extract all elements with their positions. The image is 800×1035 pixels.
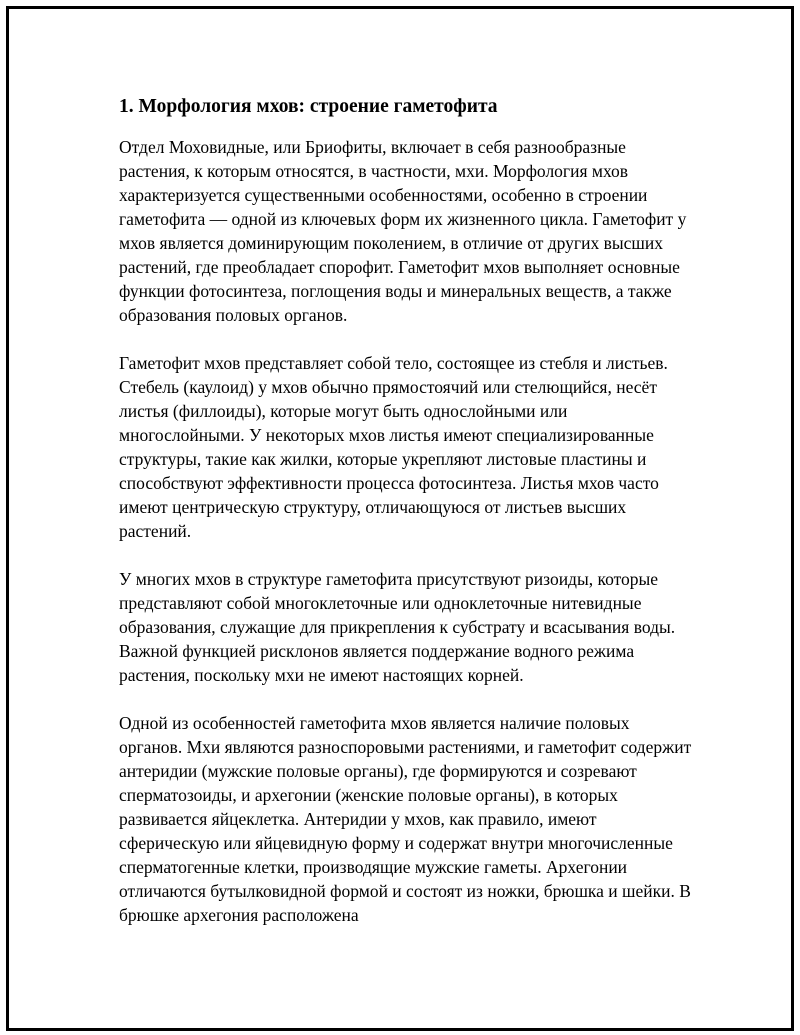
paragraph-4: Одной из особенностей гаметофита мхов является наличие половых органов. Мхи являются разноспоровыми растениями, и гаметофит содержит антеридии (мужские половые органы), где формируются и созревают сперматозоиды, и архегонии (женские половые органы), в которых развивается яйцеклетка. Антеридии у мхов, как правило, имеют сферическую или яйцевидную форму и содержат внутри многочисленные сперматогенные клетки, производящие мужские гаметы. Архегонии отличаются бутылковидной формой и состоят из ножки, брюшка и шейки. В брюшке архегония расположена bbox=[119, 713, 692, 925]
paragraph-1: Отдел Моховидные, или Бриофиты, включает в себя разнообразные растения, к которым относятся, в частности, мхи. Морфология мхов характеризуется существенными особенностями, особенно в строении гаметофита — одной из ключевых форм их жизненного цикла. Гаметофит у мхов является доминирующим поколением, в отличие от других высших растений, где преобладает спорофит. Гаметофит мхов выполняет основные функции фотосинтеза, поглощения воды и минеральных веществ, а также образования половых органов. bbox=[119, 137, 687, 325]
paragraph-2: Гаметофит мхов представляет собой тело, состоящее из стебля и листьев. Стебель (каулоид) у мхов обычно прямостоячий или стелющийся, несёт листья (филлоиды), которые могут быть однослойными или многослойными. У некоторых мхов листья имеют специализированные структуры, такие как жилки, которые укрепляют листовые пластины и способствуют эффективности процесса фотосинтеза. Листья мхов часто имеют центрическую структуру, отличающуюся от листьев высших растений. bbox=[119, 353, 668, 541]
document-page bbox=[6, 6, 794, 1031]
document-body bbox=[119, 93, 694, 951]
paragraph-3: У многих мхов в структуре гаметофита присутствуют ризоиды, которые представляют собой многоклеточные или одноклеточные нитевидные образования, служащие для прикрепления к субстрату и всасывания воды. Важной функцией рисклонов является поддержание водного режима растения, поскольку мхи не имеют настоящих корней. bbox=[119, 569, 676, 685]
section-heading: 1. Морфология мхов: строение гаметофита bbox=[119, 96, 498, 117]
